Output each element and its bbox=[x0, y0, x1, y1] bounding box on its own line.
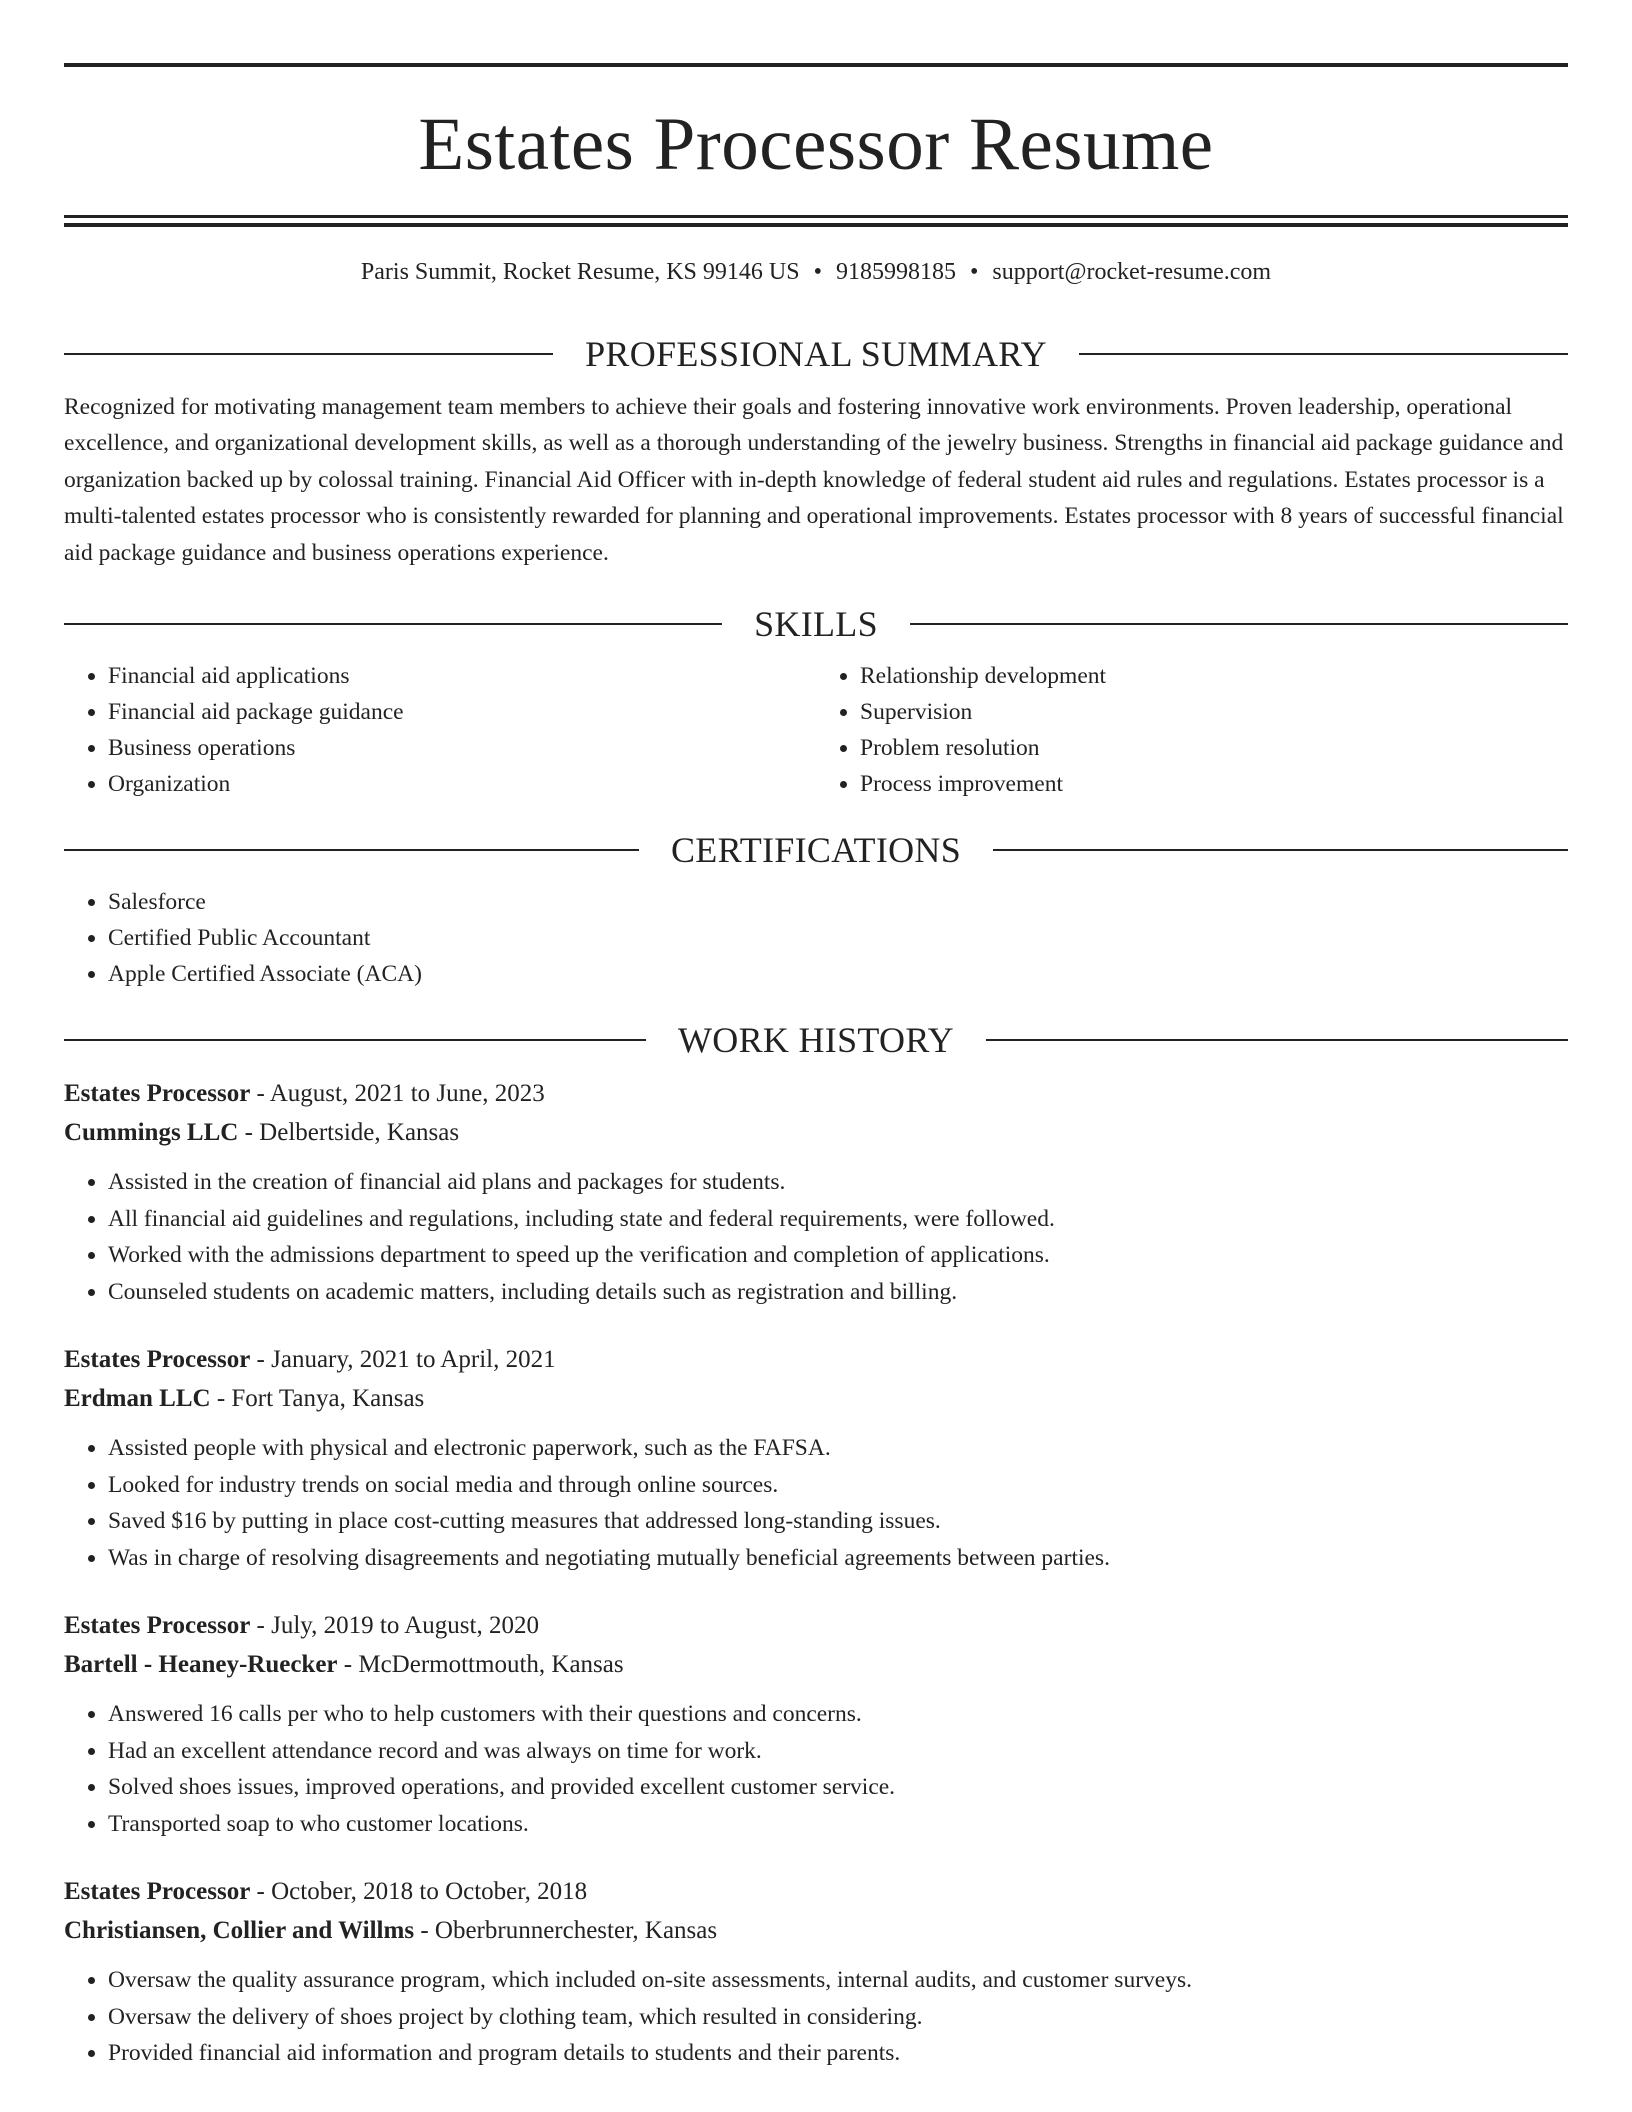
list-item: • Financial aid package guidance bbox=[108, 694, 816, 730]
list-item: • Counseled students on academic matters, including details such as registration and billing. bbox=[108, 1274, 1568, 1311]
list-item: • Financial aid applications bbox=[108, 658, 816, 694]
list-item: • Answered 16 calls per who to help customers with their questions and concerns. bbox=[108, 1696, 1568, 1733]
work-history-heading-text: WORK HISTORY bbox=[678, 1020, 954, 1061]
job-company-line bbox=[64, 1911, 1568, 1950]
summary-text: Recognized for motivating management team members to achieve their goals and fostering innovative work environments. Proven leadership, operational excellence, and organizational development skills, as well as a thorough understanding of the jewelry business. Strengths in financial aid package guidance and organization backed up by colossal training. Financial Aid Officer with in-depth knowledge of federal student aid rules and regulations. Estates processor is a multi-talented estates processor who is consistently rewarded for planning and operational improvements. Estates processor with 8 years of successful financial aid package guidance and business operations experience. bbox=[64, 393, 1564, 566]
contact-email: support@rocket-resume.com bbox=[992, 259, 1272, 285]
list-item: • Provided financial aid information and program details to students and their parents. bbox=[108, 2035, 1568, 2072]
list-item: • Business operations bbox=[108, 730, 816, 766]
job-company: Erdman LLC bbox=[64, 1385, 211, 1413]
job-title-line bbox=[64, 1340, 1568, 1379]
job-dates: - August, 2021 to June, 2023 bbox=[256, 1080, 545, 1108]
list-item: • Apple Certified Associate (ACA) bbox=[108, 956, 1568, 992]
title-double-rule bbox=[64, 215, 1568, 227]
job-company-line bbox=[64, 1379, 1568, 1418]
job-location: - McDermottmouth, Kansas bbox=[343, 1651, 624, 1679]
resume-page bbox=[64, 0, 1568, 2072]
contact-address: Paris Summit, Rocket Resume, KS 99146 US bbox=[360, 259, 800, 285]
resume-title: Estates Processor Resume bbox=[418, 103, 1214, 186]
work-history-heading bbox=[64, 1020, 1568, 1061]
list-item: • Certified Public Accountant bbox=[108, 920, 1568, 956]
list-item: • Assisted in the creation of financial aid plans and packages for students. bbox=[108, 1164, 1568, 1201]
skills-column-right bbox=[816, 658, 1568, 802]
skills-heading-text: SKILLS bbox=[754, 604, 878, 645]
certifications-list bbox=[64, 884, 1568, 992]
job-dates: - January, 2021 to April, 2021 bbox=[256, 1346, 556, 1374]
job-location: - Oberbrunnerchester, Kansas bbox=[420, 1917, 718, 1945]
job-title: Estates Processor bbox=[64, 1612, 251, 1640]
contact-phone: 9185998185 bbox=[836, 259, 956, 285]
list-item: • Oversaw the quality assurance program, which included on-site assessments, internal audits, and customer surveys. bbox=[108, 1962, 1568, 1999]
list-item: • Solved shoes issues, improved operations, and provided excellent customer service. bbox=[108, 1769, 1568, 1806]
job-company: Cummings LLC bbox=[64, 1119, 239, 1147]
job-location: - Delbertside, Kansas bbox=[244, 1119, 460, 1147]
job-company-line bbox=[64, 1113, 1568, 1152]
list-item: • Problem resolution bbox=[860, 730, 1568, 766]
job-duties bbox=[64, 1696, 1568, 1842]
list-item: • Relationship development bbox=[860, 658, 1568, 694]
certifications-heading-text: CERTIFICATIONS bbox=[670, 830, 962, 871]
job-title-line bbox=[64, 1606, 1568, 1645]
contact-line bbox=[64, 258, 1568, 287]
job-entry bbox=[64, 1606, 1568, 1842]
job-entry bbox=[64, 1074, 1568, 1310]
job-dates: - October, 2018 to October, 2018 bbox=[256, 1878, 588, 1906]
job-title: Estates Processor bbox=[64, 1346, 251, 1374]
contact-separator: • bbox=[813, 259, 822, 285]
list-item: • All financial aid guidelines and regulations, including state and federal requirements, were followed. bbox=[108, 1201, 1568, 1238]
skills-list bbox=[64, 658, 1568, 802]
job-company: Bartell - Heaney-Ruecker bbox=[64, 1651, 338, 1679]
job-dates: - July, 2019 to August, 2020 bbox=[256, 1612, 539, 1640]
job-duties bbox=[64, 1430, 1568, 1576]
job-duties bbox=[64, 1164, 1568, 1310]
job-location: - Fort Tanya, Kansas bbox=[216, 1385, 425, 1413]
list-item: • Worked with the admissions department to speed up the verification and completion of applications. bbox=[108, 1237, 1568, 1274]
contact-separator: • bbox=[970, 259, 979, 285]
top-rule bbox=[64, 63, 1568, 67]
skills-column-left bbox=[64, 658, 816, 802]
job-entry bbox=[64, 1872, 1568, 2072]
job-company-line bbox=[64, 1645, 1568, 1684]
job-duties bbox=[64, 1962, 1568, 2072]
summary-heading-text: PROFESSIONAL SUMMARY bbox=[585, 333, 1047, 374]
list-item: • Saved $16 by putting in place cost-cutting measures that addressed long-standing issues. bbox=[108, 1503, 1568, 1540]
skills-heading bbox=[64, 604, 1568, 645]
job-entry bbox=[64, 1340, 1568, 1576]
summary-heading bbox=[64, 333, 1568, 374]
list-item: • Had an excellent attendance record and was always on time for work. bbox=[108, 1733, 1568, 1770]
job-title-line bbox=[64, 1872, 1568, 1911]
list-item: • Oversaw the delivery of shoes project by clothing team, which resulted in considering. bbox=[108, 1999, 1568, 2036]
list-item: • Process improvement bbox=[860, 766, 1568, 802]
job-company: Christiansen, Collier and Willms bbox=[64, 1917, 415, 1945]
list-item: • Organization bbox=[108, 766, 816, 802]
list-item: • Assisted people with physical and electronic paperwork, such as the FAFSA. bbox=[108, 1430, 1568, 1467]
list-item: • Salesforce bbox=[108, 884, 1568, 920]
job-title-line bbox=[64, 1074, 1568, 1113]
list-item: • Supervision bbox=[860, 694, 1568, 730]
list-item: • Looked for industry trends on social media and through online sources. bbox=[108, 1467, 1568, 1504]
list-item: • Transported soap to who customer locations. bbox=[108, 1806, 1568, 1843]
list-item: • Was in charge of resolving disagreements and negotiating mutually beneficial agreements between parties. bbox=[108, 1540, 1568, 1577]
job-title: Estates Processor bbox=[64, 1080, 251, 1108]
certifications-heading bbox=[64, 830, 1568, 871]
job-title: Estates Processor bbox=[64, 1878, 251, 1906]
